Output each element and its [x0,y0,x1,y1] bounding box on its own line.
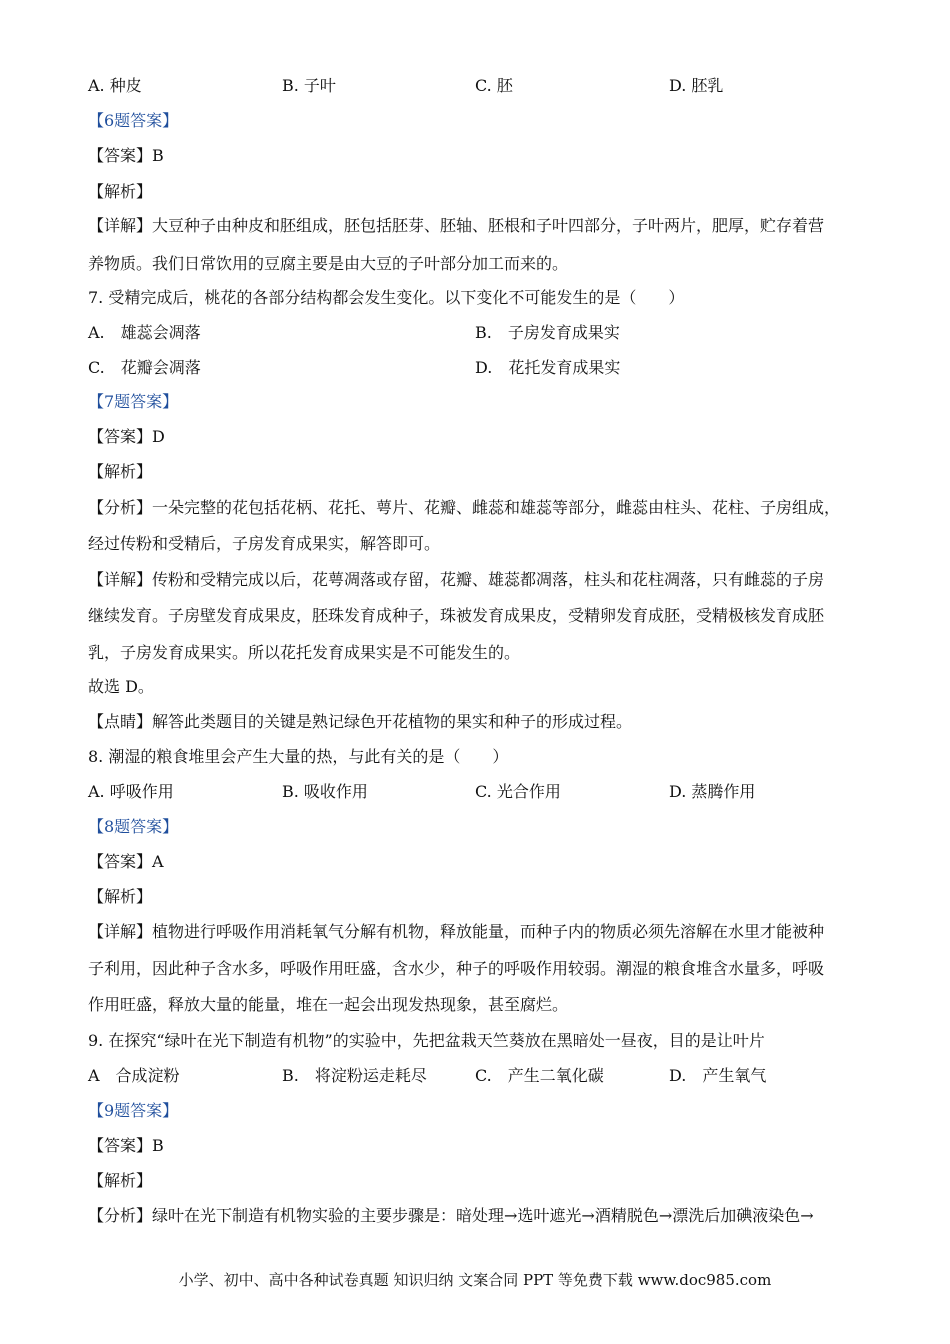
q6-detail: 【详解】大豆种子由种皮和胚组成，胚包括胚芽、胚轴、胚根和子叶四部分，子叶两片，肥厚，贮存着营 [88,216,825,235]
q8-jiexi: 【解析】 [88,887,153,906]
q8-option-a: A. 呼吸作用 [88,782,174,801]
q7-option-b: B. 子房发育成果实 [475,323,620,342]
q7-choice: 故选 D。 [88,677,154,696]
q7-question: 7. 受精完成后，桃花的各部分结构都会发生变化。以下变化不可能发生的是（ ） [88,288,685,307]
q7-option-d: D. 花托发育成果实 [475,358,621,377]
q9-answer: 【答案】B [88,1136,164,1155]
q6-detail-cont: 养物质。我们日常饮用的豆腐主要是由大豆的子叶部分加工而来的。 [88,254,569,273]
q7-option-c: C. 花瓣会凋落 [88,358,201,377]
q6-option-c: C. 胚 [475,76,513,95]
q7-dianjing: 【点睛】解答此类题目的关键是熟记绿色开花植物的果实和种子的形成过程。 [88,712,633,731]
q9-option-a: A 合成淀粉 [88,1066,180,1085]
q9-option-d: D. 产生氧气 [669,1066,767,1085]
q6-option-d: D. 胚乳 [669,76,724,95]
q7-answer: 【答案】D [88,427,165,446]
q7-option-a: A. 雄蕊会凋落 [88,323,201,342]
q8-answer: 【答案】A [88,852,164,871]
page-footer: 小学、初中、高中各种试卷真题 知识归纳 文案合同 PPT 等免费下载 www.doc985.com [178,1271,772,1289]
q7-detail-cont-2: 乳，子房发育成果实。所以花托发育成果实是不可能发生的。 [88,643,521,662]
q9-answer-tag: 【9题答案】 [88,1101,179,1120]
q7-answer-tag: 【7题答案】 [88,392,179,411]
q6-answer-tag: 【6题答案】 [88,111,179,130]
q8-question: 8. 潮湿的粮食堆里会产生大量的热，与此有关的是（ ） [88,747,509,766]
q9-question: 9. 在探究“绿叶在光下制造有机物”的实验中，先把盆栽天竺葵放在黑暗处一昼夜，目的是让叶片 [88,1031,765,1050]
q8-detail-cont-2: 作用旺盛，释放大量的能量，堆在一起会出现发热现象，甚至腐烂。 [88,995,569,1014]
q9-option-c: C. 产生二氧化碳 [475,1066,604,1085]
q9-option-b: B. 将淀粉运走耗尽 [282,1066,427,1085]
q8-detail: 【详解】植物进行呼吸作用消耗氧气分解有机物，释放能量，而种子内的物质必须先溶解在水里才能被种 [88,922,825,941]
q6-answer: 【答案】B [88,146,164,165]
q7-jiexi: 【解析】 [88,462,153,481]
q9-jiexi: 【解析】 [88,1171,153,1190]
q7-analysis: 【分析】一朵完整的花包括花柄、花托、萼片、花瓣、雌蕊和雄蕊等部分，雌蕊由柱头、花柱、子房组成， [88,498,841,517]
q6-option-a: A. 种皮 [88,76,142,95]
q9-analysis: 【分析】绿叶在光下制造有机物实验的主要步骤是：暗处理→选叶遮光→酒精脱色→漂洗后加碘液染色→ [88,1206,814,1225]
q7-analysis-cont: 经过传粉和受精后，子房发育成果实，解答即可。 [88,534,441,553]
q6-jiexi: 【解析】 [88,182,153,201]
q7-detail: 【详解】传粉和受精完成以后，花萼凋落或存留，花瓣、雄蕊都凋落，柱头和花柱凋落，只有雌蕊的子房 [88,570,825,589]
q8-answer-tag: 【8题答案】 [88,817,179,836]
q8-option-d: D. 蒸腾作用 [669,782,756,801]
q8-detail-cont-1: 子利用，因此种子含水多，呼吸作用旺盛，含水少，种子的呼吸作用较弱。潮湿的粮食堆含水量多，呼吸 [88,959,825,978]
q6-option-b: B. 子叶 [282,76,336,95]
q8-option-c: C. 光合作用 [475,782,561,801]
q7-detail-cont-1: 继续发育。子房壁发育成果皮，胚珠发育成种子，珠被发育成果皮，受精卵发育成胚，受精极核发育成胚 [88,606,825,625]
q8-option-b: B. 吸收作用 [282,782,368,801]
